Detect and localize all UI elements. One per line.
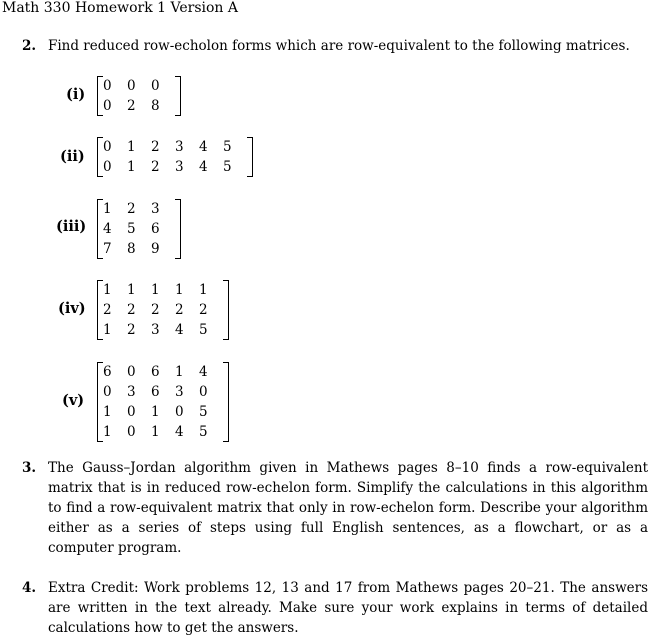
matrix-iv (97, 280, 229, 340)
matrix-cell: 1 (103, 282, 112, 298)
matrix-cell: 5 (199, 322, 208, 338)
matrix-cell: 2 (127, 98, 136, 114)
matrix-cell: 4 (199, 364, 208, 380)
matrix-ii-label: (ii) (60, 148, 85, 165)
matrix-cell: 1 (151, 404, 160, 420)
matrix-cell: 0 (175, 404, 184, 420)
matrix-cell: 0 (127, 364, 136, 380)
matrix-cell: 2 (127, 201, 136, 217)
matrix-iii (97, 199, 181, 259)
matrix-ii (97, 137, 253, 177)
matrix-iv-label: (iv) (58, 300, 86, 317)
matrix-i (97, 76, 181, 116)
matrix-cell: 5 (223, 159, 232, 175)
matrix-cell: 2 (199, 302, 208, 318)
matrix-cell: 6 (151, 364, 160, 380)
matrix-cell: 6 (151, 384, 160, 400)
matrix-cell: 8 (127, 241, 136, 257)
matrix-cell: 3 (151, 201, 160, 217)
matrix-cell: 1 (103, 322, 112, 338)
matrix-cell: 0 (199, 384, 208, 400)
matrix-cell: 2 (103, 302, 112, 318)
problem-4-text: Extra Credit: Work problems 12, 13 and 17 from Mathews pages 20–21. The answers are written in the text already. Make sure your work explains in terms of detailed calculations how to get the answers. (48, 580, 648, 636)
matrix-cell: 0 (127, 424, 136, 440)
matrix-cell: 1 (175, 282, 184, 298)
matrix-cell: 3 (127, 384, 136, 400)
matrix-cell: 5 (223, 139, 232, 155)
matrix-cell: 0 (127, 78, 136, 94)
matrix-cell: 1 (199, 282, 208, 298)
matrix-iii-label: (iii) (56, 218, 87, 235)
matrix-cell: 3 (175, 159, 184, 175)
matrix-i-label: (i) (66, 86, 86, 103)
matrix-cell: 8 (151, 98, 160, 114)
matrix-cell: 0 (103, 384, 112, 400)
problem-3-number: 3. (22, 460, 37, 476)
matrix-cell: 5 (127, 221, 136, 237)
matrix-cell: 2 (151, 139, 160, 155)
matrix-cell: 4 (199, 159, 208, 175)
matrix-cell: 1 (127, 159, 136, 175)
matrix-cell: 0 (103, 78, 112, 94)
matrix-cell: 1 (151, 282, 160, 298)
matrix-cell: 5 (199, 424, 208, 440)
matrix-cell: 2 (151, 159, 160, 175)
matrix-cell: 5 (199, 404, 208, 420)
matrix-cell: 0 (151, 78, 160, 94)
matrix-cell: 0 (103, 98, 112, 114)
matrix-cell: 0 (127, 404, 136, 420)
matrix-cell: 9 (151, 241, 160, 257)
matrix-cell: 6 (103, 364, 112, 380)
matrix-cell: 1 (103, 424, 112, 440)
matrix-cell: 3 (175, 384, 184, 400)
matrix-cell: 4 (103, 221, 112, 237)
matrix-cell: 1 (103, 404, 112, 420)
matrix-v (97, 362, 229, 442)
matrix-cell: 4 (199, 139, 208, 155)
matrix-cell: 2 (127, 302, 136, 318)
problem-2-text: Find reduced row-echolon forms which are row-equivalent to the following matrices. (48, 38, 630, 54)
matrix-cell: 4 (175, 322, 184, 338)
matrix-cell: 0 (103, 139, 112, 155)
matrix-cell: 1 (103, 201, 112, 217)
matrix-cell: 2 (175, 302, 184, 318)
matrix-cell: 2 (151, 302, 160, 318)
matrix-cell: 1 (151, 424, 160, 440)
matrix-cell: 3 (151, 322, 160, 338)
matrix-cell: 1 (175, 364, 184, 380)
matrix-cell: 6 (151, 221, 160, 237)
matrix-cell: 3 (175, 139, 184, 155)
problem-4-number: 4. (22, 580, 37, 596)
matrix-cell: 1 (127, 139, 136, 155)
matrix-cell: 0 (103, 159, 112, 175)
matrix-cell: 7 (103, 241, 112, 257)
problem-3-text: The Gauss–Jordan algorithm given in Mathews pages 8–10 finds a row-equivalent matrix that is in reduced row-echelon form. Simplify the calculations in this algorithm to find a row-equivalent matrix that only in row-echelon form. Describe your algorithm either as a series of steps using full English sentences, as a flowchart, or as a computer program. (48, 460, 648, 556)
problem-2-number: 2. (22, 38, 37, 54)
matrix-v-label: (v) (62, 392, 85, 409)
matrix-cell: 1 (127, 282, 136, 298)
matrix-cell: 2 (127, 322, 136, 338)
document-title: Math 330 Homework 1 Version A (2, 0, 239, 16)
matrix-cell: 4 (175, 424, 184, 440)
